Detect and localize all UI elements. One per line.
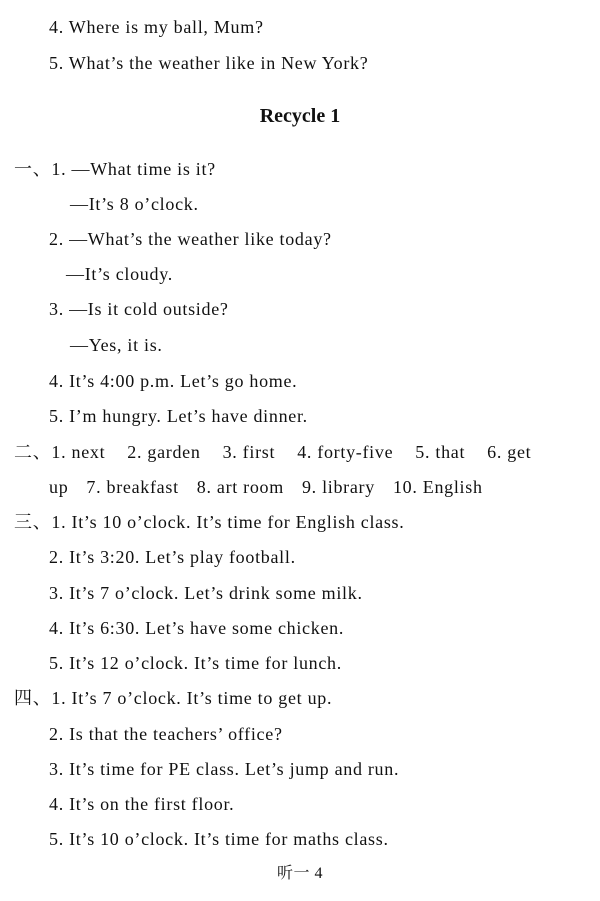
answer-line: 1. It’s 7 o’clock. It’s time to get up. — [51, 688, 333, 708]
answer-line: 4. It’s 6:30. Let’s have some chicken. — [49, 618, 345, 638]
answer-word: 1. next — [51, 442, 106, 462]
answer-line: 5. I’m hungry. Let’s have dinner. — [49, 406, 308, 426]
answer-line: 5. It’s 12 o’clock. It’s time for lunch. — [49, 653, 342, 673]
answer-word: 4. forty-five — [297, 442, 394, 462]
answer-word: 8. art room — [196, 477, 284, 497]
section-2-second-line — [49, 476, 483, 498]
answer-line: 1. —What time is it? — [51, 159, 216, 179]
answer-line: 2. Is that the teachers’ office? — [49, 724, 283, 744]
answer-line: 4. Where is my ball, Mum? — [49, 17, 264, 37]
answer-line: 4. It’s 4:00 p.m. Let’s go home. — [49, 371, 298, 391]
answer-word: up — [49, 477, 69, 497]
answer-word: 5. that — [415, 442, 466, 462]
section-marker-2: 二、 — [14, 442, 52, 462]
answer-line: 4. It’s on the first floor. — [49, 794, 235, 814]
answer-word: 6. get — [487, 442, 532, 462]
section-3-first-line — [14, 511, 404, 533]
section-marker-3: 三、 — [14, 512, 52, 532]
answer-line: 3. It’s 7 o’clock. Let’s drink some milk. — [49, 583, 363, 603]
answer-line: 2. It’s 3:20. Let’s play football. — [49, 547, 296, 567]
answer-word: 2. garden — [127, 442, 201, 462]
answer-line: 1. It’s 10 o’clock. It’s time for English class. — [51, 512, 405, 532]
answer-line: 3. It’s time for PE class. Let’s jump and run. — [49, 759, 400, 779]
answer-line: —It’s cloudy. — [66, 264, 173, 284]
answer-line: —Yes, it is. — [70, 335, 163, 355]
answer-line: —It’s 8 o’clock. — [70, 194, 199, 214]
answer-word: 9. library — [301, 477, 375, 497]
answer-word: 7. breakfast — [86, 477, 179, 497]
answer-line: 5. What’s the weather like in New York? — [49, 53, 369, 73]
section-1-first-line — [14, 158, 216, 180]
section-title: Recycle 1 — [259, 105, 341, 127]
answer-word: 3. first — [222, 442, 276, 462]
answer-line: 2. —What’s the weather like today? — [49, 229, 332, 249]
section-2-first-line — [14, 441, 531, 463]
answer-line: 3. —Is it cold outside? — [49, 299, 229, 319]
section-marker-4: 四、 — [14, 688, 52, 708]
page-number: 听一 4 — [276, 865, 323, 882]
section-marker-1: 一、 — [14, 159, 52, 179]
answer-line: 5. It’s 10 o’clock. It’s time for maths class. — [49, 829, 389, 849]
answer-word: 10. English — [392, 477, 483, 497]
section-4-first-line — [14, 687, 332, 709]
